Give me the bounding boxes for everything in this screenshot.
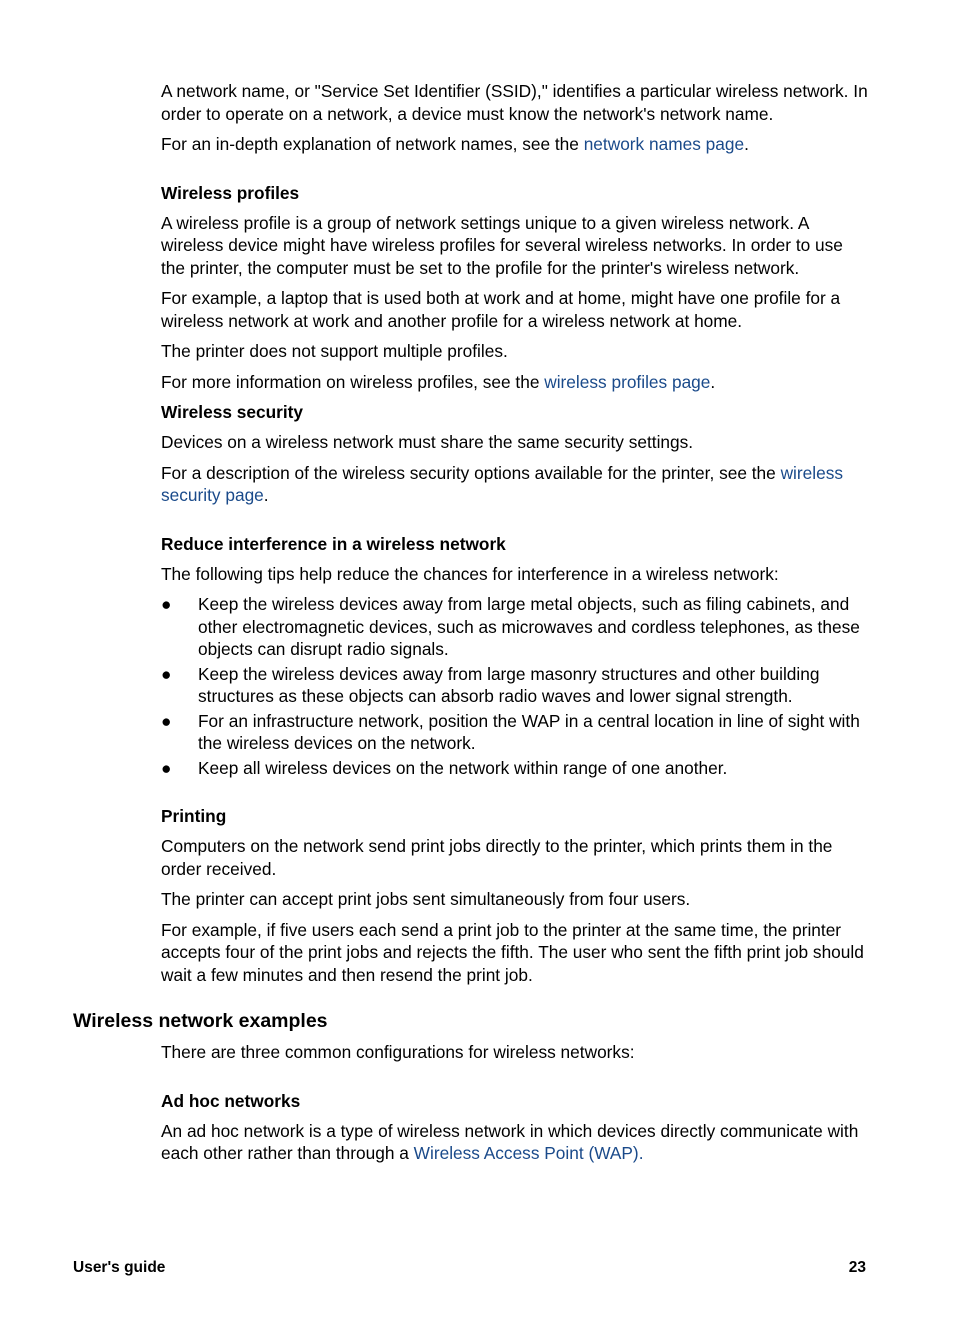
footer-guide-title: User's guide: [73, 1259, 166, 1276]
printing-heading: Printing: [161, 806, 227, 826]
bullet-icon: ●: [161, 663, 172, 684]
printing-paragraph-2: The printer can accept print jobs sent simultaneously from four users.: [161, 889, 691, 909]
list-item: ● Keep all wireless devices on the network within range of one another.: [161, 757, 728, 778]
list-item: ● Keep the wireless devices away from large masonry structures and other building structures as these objects can absorb radio waves and lower signal strength.: [161, 663, 820, 706]
page-number: 23: [848, 1259, 866, 1276]
wap-link[interactable]: Wireless Access Point (WAP).: [413, 1143, 644, 1163]
profiles-paragraph-3: The printer does not support multiple profiles.: [161, 341, 508, 361]
interference-intro: The following tips help reduce the chances for interference in a wireless network:: [161, 563, 779, 584]
printing-paragraph-3: For example, if five users each send a print job to the printer at the same time, the printer accepts four of the print jobs and rejects the fifth. The user who sent the fifth print job should wait a few minutes and then resend the print job.: [161, 919, 864, 985]
interference-tips-list: [161, 593, 871, 779]
network-names-link[interactable]: network names page: [583, 134, 745, 154]
page-footer: [73, 1259, 866, 1277]
list-item: ● For an infrastructure network, position the WAP in a central location in line of sight with the wireless devices on the network.: [161, 710, 860, 753]
bullet-icon: ●: [161, 757, 172, 778]
profiles-paragraph-2: For example, a laptop that is used both at work and at home, might have one profile for a wireless network at work and another profile for a wireless network at home.: [161, 288, 841, 331]
bullet-icon: ●: [161, 710, 172, 731]
security-paragraph-2: For a description of the wireless security options available for the printer, see the wireless security page.: [161, 462, 843, 505]
wireless-security-link[interactable]: wireless security page: [161, 462, 843, 505]
ssid-paragraph: A network name, or "Service Set Identifier (SSID)," identifies a particular wireless network. In order to operate on a network, a device must know the network's network name.: [161, 81, 868, 124]
wireless-security-heading: Wireless security: [161, 402, 304, 422]
interference-heading: Reduce interference in a wireless network: [161, 533, 506, 554]
bullet-icon: ●: [161, 594, 172, 614]
profiles-paragraph-1: A wireless profile is a group of network settings unique to a given wireless network. A wireless device might have wireless profiles for several wireless networks. In order to use the printer, the computer must be set to the profile for the printer's wireless network.: [161, 212, 843, 278]
wireless-network-examples-heading: Wireless network examples: [73, 1010, 328, 1032]
ad-hoc-paragraph: An ad hoc network is a type of wireless network in which devices directly communicate with each other rather than through a Wireless Access Point (WAP).: [161, 1120, 859, 1163]
page-content: [73, 80, 871, 1173]
list-item: ● Keep the wireless devices away from large metal objects, such as filing cabinets, and other electromagnetic devices, such as microwaves and cordless telephones, as these objects can disrupt radio signals.: [161, 594, 860, 659]
network-names-paragraph: For an in-depth explanation of network names, see the network names page.: [161, 134, 749, 154]
printing-paragraph-1: Computers on the network send print jobs directly to the printer, which prints them in the order received.: [161, 836, 833, 879]
wireless-profiles-heading: Wireless profiles: [161, 182, 300, 203]
security-paragraph-1: Devices on a wireless network must share the same security settings.: [161, 432, 694, 452]
examples-intro: There are three common configurations for wireless networks:: [161, 1042, 635, 1062]
profiles-paragraph-4: For more information on wireless profiles, see the wireless profiles page.: [161, 371, 716, 392]
wireless-profiles-link[interactable]: wireless profiles page: [544, 371, 711, 392]
ad-hoc-heading: Ad hoc networks: [161, 1090, 301, 1111]
